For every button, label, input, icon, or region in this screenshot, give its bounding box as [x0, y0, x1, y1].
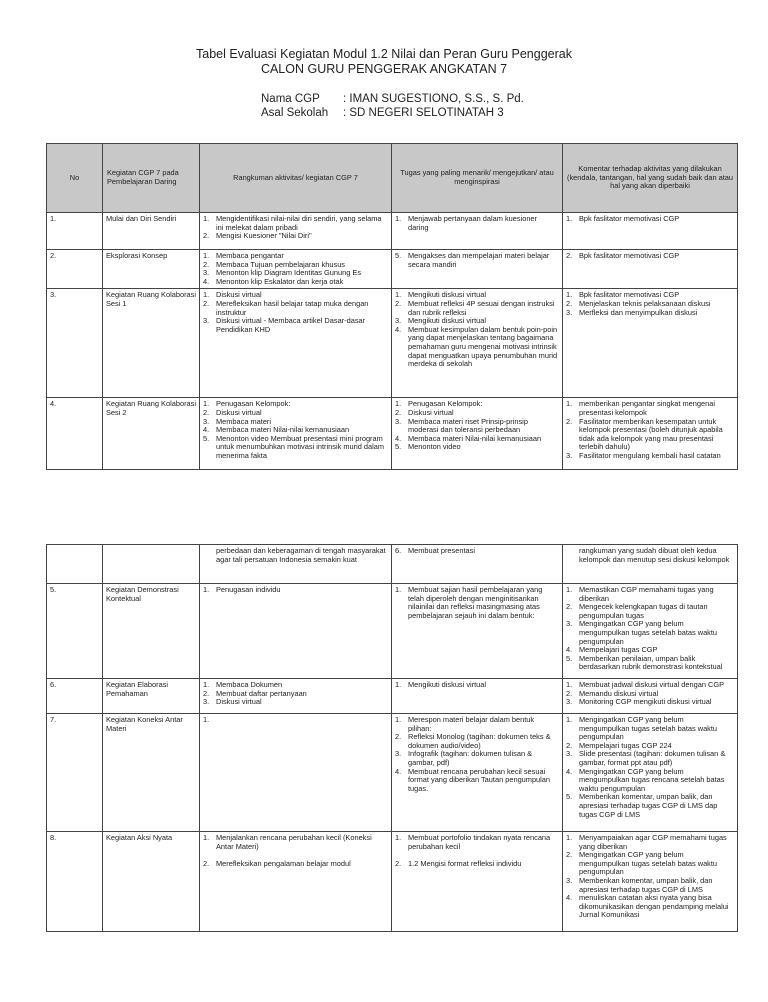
list-item-number: 1. — [566, 680, 573, 689]
rangkuman-list — [203, 291, 388, 334]
komentar-list — [566, 252, 734, 261]
list-item-number — [203, 547, 216, 564]
list-item-text: Membuat refleksi 4P sesuai dengan instruksi dan rubrik refleksi — [408, 298, 555, 317]
list-item-text: Menonton klip Eskalator dan kerja otak — [216, 276, 344, 286]
list-item-text: Diskusi virtual — [216, 407, 262, 417]
cell-rangkuman — [200, 584, 392, 679]
cell-tugas — [392, 679, 563, 714]
list-item-number: 1. — [203, 399, 210, 409]
list-item — [395, 443, 559, 452]
list-item-number: 1. — [395, 214, 402, 223]
list-item-number: 1. — [203, 585, 210, 594]
cell-tugas — [392, 289, 563, 398]
list-item-number: 2. — [566, 688, 573, 698]
list-item-number: 4. — [395, 324, 402, 334]
list-item-number: 3. — [203, 416, 210, 426]
table-row — [47, 289, 738, 398]
list-item-number: 5. — [395, 251, 402, 260]
list-item-number: 2. — [395, 298, 402, 308]
table-row — [47, 398, 738, 470]
list-item-number: 1. — [566, 833, 573, 842]
list-item-number: 1. — [203, 290, 210, 300]
list-item-number: 4. — [203, 276, 210, 286]
list-item-text: Bpk faslitator memotivasi CGP — [579, 214, 680, 223]
list-item — [395, 834, 559, 851]
list-item-text: Merefleksikan hasil belajar tatap muka dengan instruktur — [216, 298, 369, 317]
cell-komentar — [563, 250, 738, 289]
list-item-number — [566, 547, 579, 564]
cell-rangkuman — [200, 832, 392, 932]
list-item-text: Merfleksi dan menyimpulkan diskusi — [579, 307, 698, 317]
cell-kegiatan: Mulai dan Diri Sendiri — [103, 213, 200, 250]
list-item — [395, 252, 559, 269]
list-item-number: 1. — [395, 715, 402, 724]
komentar-list — [566, 834, 734, 920]
table-row — [47, 250, 738, 289]
list-item-number: 3. — [203, 316, 210, 326]
meta-nama-value: : IMAN SUGESTIONO, S.S., S. Pd. — [343, 93, 524, 105]
list-item — [566, 750, 734, 767]
cell-no: 3. — [47, 289, 103, 398]
list-item — [566, 716, 734, 742]
rangkuman-list — [203, 252, 388, 286]
cell-kegiatan: Kegiatan Ruang Kolaborasi Sesi 1 — [103, 289, 200, 398]
list-item — [203, 698, 388, 707]
list-item-text: Membuat presentasi — [408, 546, 475, 555]
list-item-number: 3. — [395, 316, 402, 326]
list-item-text: Membuat jadwal diskusi virtual dengan CGP — [579, 680, 725, 689]
tugas-list — [395, 547, 559, 556]
rangkuman-list — [203, 716, 388, 725]
list-item-number: 2. — [395, 732, 402, 742]
list-item-text: Mengakses dan mempelajari materi belajar secara mandiri — [408, 251, 550, 269]
list-item-text: Mengisi Kuesioner "Nilai Diri" — [216, 231, 312, 241]
cell-no: 5. — [47, 584, 103, 679]
list-item-number: 2. — [203, 688, 210, 698]
cell-komentar — [563, 714, 738, 832]
list-item-text: Memastikan CGP memahami tugas yang diberikan — [579, 585, 714, 603]
list-item-text: Membaca materi Nilai-nilai kemanusiaan — [216, 425, 350, 435]
list-item-text: Menjalankan rencana perubahan kecil (Koneksi Antar Materi) — [216, 833, 372, 851]
list-item — [566, 655, 734, 672]
list-item-text: Membuat daftar pertanyaan — [216, 688, 307, 698]
list-item-number: 4. — [395, 766, 402, 776]
list-item-number: 4. — [566, 766, 573, 776]
cell-kegiatan: Kegiatan Elaborasi Pemahaman — [103, 679, 200, 714]
list-item-text: Diskusi virtual — [216, 290, 262, 300]
list-item-text: Menyampaiakan agar CGP memahami tugas yang diberikan — [579, 833, 727, 851]
tugas-list — [395, 215, 559, 232]
cell-tugas — [392, 398, 563, 470]
list-item — [566, 834, 734, 851]
tugas-list — [395, 716, 559, 793]
list-item-number: 3. — [566, 450, 573, 460]
cell-no: 8. — [47, 832, 103, 932]
list-item-text: Infografik (tagihan: dokumen tulisan & gambar, pdf) — [408, 749, 533, 767]
list-item-text: Fasilitator memberikan kesempatan untuk kelompok presentasi (boleh ditunjuk apabila tidak ada kelompok yang mau presentasi terlebih dahulu) — [579, 416, 723, 452]
list-item-text: Menonton video — [408, 442, 461, 452]
list-item-text: Refleksi Monolog (tagihan: dokumen teks & dokumen audio/video) — [408, 732, 551, 750]
list-item — [395, 860, 559, 869]
list-item — [566, 698, 734, 707]
list-item-text: Merefleksikan pengalaman belajar modul — [216, 859, 351, 869]
list-item — [566, 586, 734, 603]
list-item — [566, 851, 734, 877]
list-item — [395, 215, 559, 232]
rangkuman-list — [203, 215, 388, 241]
list-item-text: Membaca pengantar — [216, 251, 284, 260]
list-item-number: 2. — [203, 231, 210, 241]
tugas-list — [395, 291, 559, 368]
list-item-number: 4. — [566, 893, 573, 903]
list-item-number: 1. — [203, 251, 210, 260]
meta-nama-label: Nama CGP — [261, 93, 320, 105]
list-item-text: Slide presentasi (tagihan: dokumen tulisan & gambar, format ppt atau pdf) — [579, 749, 726, 767]
list-item — [395, 547, 559, 556]
list-item — [203, 716, 388, 725]
list-item-text: Memberikan komentar, umpan balik, dan apresiasi terhadap tugas CGP di LMS dap tugas CGP di LMS — [579, 792, 718, 819]
cell-komentar — [563, 213, 738, 250]
list-item-text: Mengingatkan CGP yang belum mengumpulkan tugas rencana setelah batas waktu pengumpulan — [579, 766, 725, 793]
list-item — [203, 435, 388, 461]
list-item — [566, 768, 734, 794]
list-item — [566, 418, 734, 452]
list-item-number: 1. — [395, 680, 402, 689]
cell-no: 4. — [47, 398, 103, 470]
tugas-list — [395, 834, 559, 869]
list-item-number: 2. — [395, 859, 402, 869]
komentar-list — [566, 400, 734, 460]
list-item — [566, 793, 734, 819]
list-item-number: 4. — [203, 425, 210, 435]
list-item-number: 1. — [203, 715, 210, 724]
list-item-number: 5. — [566, 653, 573, 663]
list-item-number: 1. — [203, 680, 210, 689]
cell-kegiatan: Eksplorasi Konsep — [103, 250, 200, 289]
list-item — [395, 716, 559, 733]
rangkuman-list — [203, 681, 388, 707]
table-header-row — [47, 144, 738, 213]
list-item — [203, 300, 388, 317]
cell-rangkuman — [200, 545, 392, 584]
cell-komentar — [563, 584, 738, 679]
cell-tugas — [392, 213, 563, 250]
list-item-text: Mengikuti diskusi virtual — [408, 290, 487, 300]
list-item-text: Mempelajari tugas CGP 224 — [579, 740, 672, 750]
list-item-number: 6. — [395, 546, 402, 555]
list-item-number: 2. — [203, 859, 210, 869]
list-item-number: 3. — [566, 619, 573, 629]
table-row — [47, 714, 738, 832]
meta-sekolah-value: : SD NEGERI SELOTINATAH 3 — [343, 107, 504, 119]
list-item-number: 1. — [566, 214, 573, 223]
list-item-number: 2. — [203, 259, 210, 269]
list-item-text: Penugasan individu — [216, 585, 281, 594]
cell-no: 7. — [47, 714, 103, 832]
list-item-text: Mengikuti diskusi virtual — [408, 680, 487, 689]
cell-komentar — [563, 679, 738, 714]
list-item-text: Mengingatkan CGP yang belum mengumpulkan tugas setelah batas waktu pengumpulan — [579, 715, 718, 742]
cell-no — [47, 545, 103, 584]
list-item — [395, 300, 559, 317]
list-item-number: 2. — [566, 850, 573, 860]
list-item-text: menuliskan catatan aksi nyata yang bisa dikomunikasikan dengan pendamping melalui Jurnal Komunikasi — [579, 893, 729, 920]
list-item-text: Mengidentifikasi nilai-nilai diri sendiri, yang selama ini melekat dalam pribadi — [216, 214, 382, 232]
list-item-text — [216, 716, 388, 725]
list-item-text: Bpk faslitator memotivasi CGP — [579, 290, 680, 300]
list-item-text: Menjelaskan teknis pelaksanaan diskusi — [579, 298, 711, 308]
cell-no: 2. — [47, 250, 103, 289]
cell-tugas — [392, 832, 563, 932]
list-item-number: 1. — [566, 399, 573, 409]
cell-kegiatan: Kegiatan Demonstrasi Kontektual — [103, 584, 200, 679]
list-item-number: 1. — [203, 214, 210, 223]
list-item-number: 4. — [566, 645, 573, 655]
list-item-number: 2. — [395, 407, 402, 417]
cell-rangkuman — [200, 398, 392, 470]
list-item-text: Memberikan penilaian, umpan balik berdasarkan rubrik demonstrasi kontekstual — [579, 653, 723, 672]
cell-rangkuman — [200, 289, 392, 398]
list-item-number: 2. — [566, 416, 573, 426]
list-item-number: 1. — [566, 290, 573, 300]
meta-sekolah-label: Asal Sekolah — [261, 107, 329, 119]
tugas-list — [395, 586, 559, 620]
list-item — [566, 620, 734, 646]
list-item — [203, 232, 388, 241]
list-item — [203, 586, 388, 595]
cell-kegiatan — [103, 545, 200, 584]
list-item-number: 1. — [566, 715, 573, 724]
list-item-text: Menonton video Membuat presentasi mini program untuk menumbuhkan motivasi intrinsik murid dalam menerima fakta — [216, 433, 385, 460]
list-item-text: Diskusi virtual - Membaca artikel Dasar-dasar Pendidikan KHD — [216, 316, 366, 334]
cell-kegiatan: Kegiatan Aksi Nyata — [103, 832, 200, 932]
list-item-number: 3. — [203, 268, 210, 278]
list-item — [395, 586, 559, 620]
list-item-text: Membaca materi Nilai-nilai kemanusiaan — [408, 433, 542, 443]
list-item — [395, 768, 559, 794]
list-item-number: 1. — [395, 833, 402, 842]
list-item-number: 1. — [395, 585, 402, 594]
list-item-number: 1. — [395, 399, 402, 409]
cell-komentar — [563, 398, 738, 470]
rangkuman-list — [203, 834, 388, 869]
list-item — [203, 278, 388, 287]
table-row — [47, 584, 738, 679]
komentar-list — [566, 215, 734, 224]
list-item — [395, 681, 559, 690]
cell-kegiatan: Kegiatan Ruang Kolaborasi Sesi 2 — [103, 398, 200, 470]
table-row — [47, 545, 738, 584]
list-item-number: 3. — [395, 416, 402, 426]
meta-nama — [261, 92, 524, 106]
list-item — [203, 317, 388, 334]
header-rangkuman: Rangkuman aktivitas/ kegiatan CGP 7 — [200, 144, 392, 213]
cell-komentar — [563, 832, 738, 932]
list-item-number: 3. — [566, 697, 573, 707]
cell-tugas — [392, 584, 563, 679]
header-tugas: Tugas yang paling menarik/ mengejutkan/ atau menginspirasi — [392, 144, 563, 213]
cell-no: 1. — [47, 213, 103, 250]
list-item — [395, 733, 559, 750]
evaluation-table-page2 — [46, 544, 738, 932]
list-item-text: memberikan pengantar singkat mengenai presentasi kelompok — [579, 399, 715, 417]
table-row — [47, 213, 738, 250]
list-item-text: Penugasan Kelompok: — [408, 399, 483, 409]
list-item-text: Merespon materi belajar dalam bentuk pilihan: — [408, 715, 535, 733]
list-item — [566, 877, 734, 894]
list-item-number: 1. — [203, 833, 210, 842]
header-kegiatan: Kegiatan CGP 7 pada Pembelajaran Daring — [103, 144, 200, 213]
rangkuman-list — [203, 586, 388, 595]
list-item-number: 2. — [203, 298, 210, 308]
list-item-text: Mengingatkan CGP yang belum mengumpulkan tugas setelah batas waktu pengumpulan — [579, 850, 718, 877]
list-item-text: Mengingatkan CGP yang belum mengumpulkan tugas setelah batas waktu pengumpulan — [579, 619, 718, 646]
list-item — [566, 252, 734, 261]
tugas-list — [395, 252, 559, 269]
list-item-text: Bpk faslitator memotivasi CGP — [579, 251, 680, 260]
list-item-text: perbedaan dan keberagaman di tengah masyarakat agar tali persatuan Indonesia semakin kuat — [216, 546, 386, 564]
list-item-number: 2. — [566, 740, 573, 750]
list-item-text: Mempelajari tugas CGP — [579, 645, 658, 655]
rangkuman-list — [203, 400, 388, 460]
list-item-text: Membaca Tujuan pembelajaran khusus — [216, 259, 345, 269]
header-no: No — [47, 144, 103, 213]
list-item — [566, 215, 734, 224]
document-title: Tabel Evaluasi Kegiatan Modul 1.2 Nilai dan Peran Guru Penggerak — [196, 47, 572, 61]
list-item — [395, 750, 559, 767]
table-row — [47, 679, 738, 714]
cell-tugas — [392, 545, 563, 584]
table-row — [47, 832, 738, 932]
meta-sekolah — [261, 106, 504, 120]
list-item-number: 3. — [203, 697, 210, 707]
komentar-list — [566, 291, 734, 317]
list-item — [203, 547, 388, 564]
list-item — [203, 215, 388, 232]
list-item-text: Membuat portofolio tindakan nyata rencana perubahan kecil — [408, 833, 551, 851]
list-item — [566, 894, 734, 920]
list-item — [203, 860, 388, 869]
cell-rangkuman — [200, 213, 392, 250]
cell-rangkuman — [200, 250, 392, 289]
list-item — [566, 547, 734, 564]
rangkuman-list — [203, 547, 388, 564]
cell-no: 6. — [47, 679, 103, 714]
list-item — [395, 326, 559, 369]
list-item-text: Diskusi virtual — [408, 407, 454, 417]
list-item — [566, 309, 734, 318]
list-item-text: rangkuman yang sudah dibuat oleh kedua kelompok dan menutup sesi diskusi kelompok — [579, 546, 730, 564]
list-item — [566, 452, 734, 461]
list-item-number: 5. — [566, 792, 573, 802]
komentar-list — [566, 547, 734, 564]
list-item-number: 3. — [566, 307, 573, 317]
list-item-text: Penugasan Kelompok: — [216, 399, 291, 409]
list-item-number: 3. — [395, 749, 402, 759]
list-item-number: 5. — [395, 442, 402, 452]
tugas-list — [395, 681, 559, 690]
list-item-number: 3. — [566, 749, 573, 759]
list-item-text: Mengikuti diskusi virtual — [408, 316, 487, 326]
komentar-list — [566, 716, 734, 819]
list-item-number: 5. — [203, 433, 210, 443]
list-item-text: Diskusi virtual — [216, 697, 262, 707]
list-item-text: Membuat rencana perubahan kecil sesuai format yang diberikan Tautan pengumpulan tugas. — [408, 766, 551, 793]
list-item — [566, 400, 734, 417]
list-item-number: 2. — [566, 298, 573, 308]
list-item-text: Membaca materi — [216, 416, 272, 426]
cell-tugas — [392, 250, 563, 289]
list-item-number: 3. — [566, 875, 573, 885]
list-item-text: Fasilitator mengulang kembali hasil catatan — [579, 450, 721, 460]
list-item-text: Menonton klip Diagram Identitas Gunung Es — [216, 268, 362, 278]
list-item-number: 1. — [566, 585, 573, 594]
list-item-text: 1.2 Mengisi format refleksi individu — [408, 859, 522, 869]
list-item-text: Mengecek kelengkapan tugas di tautan pengumpulan tugas — [579, 602, 708, 620]
tugas-list — [395, 400, 559, 452]
list-item-number: 2. — [566, 251, 573, 260]
header-komentar: Komentar terhadap aktivitas yang dilakukan (kendala, tantangan, hal yang sudah baik dan atau hal yang akan diperbaiki — [563, 144, 738, 213]
cell-tugas — [392, 714, 563, 832]
document-subtitle: CALON GURU PENGGERAK ANGKATAN 7 — [260, 62, 508, 76]
list-item-text: Membaca Dokumen — [216, 680, 283, 689]
list-item-number: 2. — [566, 602, 573, 612]
list-item-text: Membuat sajian hasil pembelajaran yang telah diperoleh dengan menginitisarikan nilainilai dan refleksi masingmasing atas pembelajaran sejauh ini dalam bentuk: — [408, 585, 543, 620]
list-item-text: Membuat kesimpulan dalam bentuk poin-poin yang dapat menjelaskan tentang bagaimana pemahaman guru mengenai motivasi intrinsik dapat menguatkan upaya penumbuhan murid merdeka di sekolah — [408, 324, 558, 369]
list-item-text: Monitoring CGP mengikuti diskusi virtual — [579, 697, 712, 707]
list-item — [203, 834, 388, 851]
list-item-text: Menjawab pertanyaan dalam kuesioner daring — [408, 214, 538, 232]
cell-rangkuman — [200, 679, 392, 714]
list-item-text: Membaca materi riset Prinsip-prinsip moderasi dan toleransi perbedaan — [408, 416, 528, 435]
list-item-number: 4. — [395, 433, 402, 443]
cell-komentar — [563, 289, 738, 398]
cell-rangkuman — [200, 714, 392, 832]
list-item-text: Memandu diskusi virtual — [579, 688, 659, 698]
list-item — [566, 603, 734, 620]
list-item-text: Memberikan komentar, umpan balik, dan apresiasi terhadap tugas CGP di LMS — [579, 875, 713, 894]
komentar-list — [566, 586, 734, 672]
list-item-number: 2. — [203, 407, 210, 417]
cell-kegiatan: Kegiatan Koneksi Antar Materi — [103, 714, 200, 832]
evaluation-table-page1 — [46, 143, 738, 470]
list-item-number: 1. — [395, 290, 402, 300]
komentar-list — [566, 681, 734, 707]
cell-komentar — [563, 545, 738, 584]
list-item — [395, 418, 559, 435]
